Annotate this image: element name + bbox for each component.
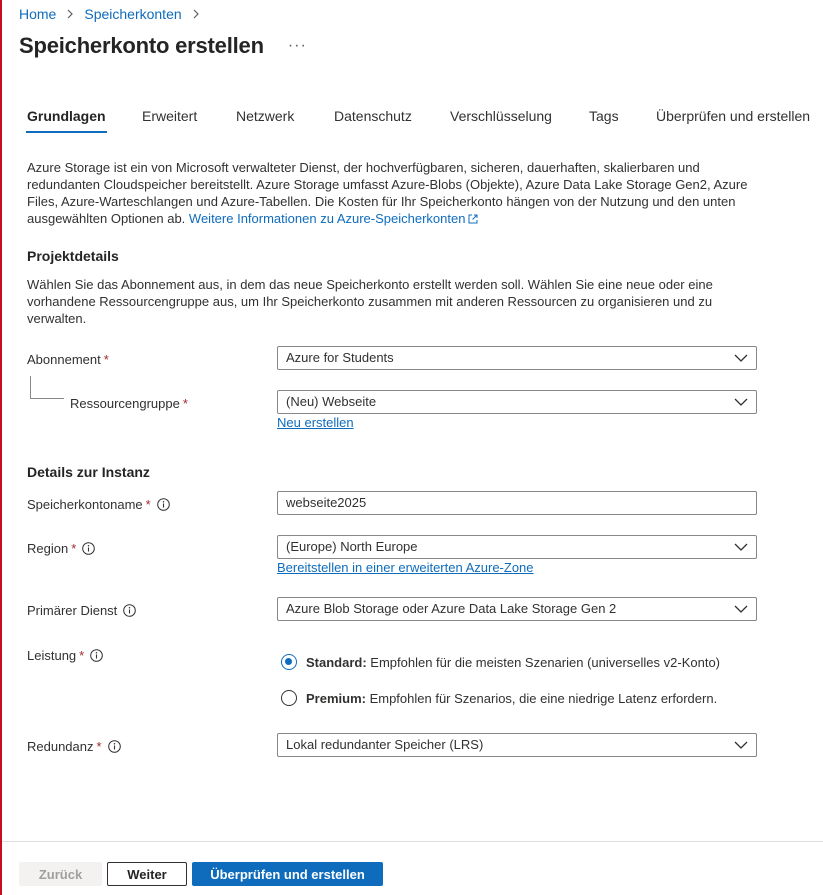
page-title: Speicherkonto erstellen [19,33,264,58]
performance-label [27,648,103,663]
required-asterisk: * [96,739,102,754]
window-left-border [0,0,2,895]
breadcrumb-storage-accounts[interactable]: Speicherkonten [84,6,182,22]
standard-title: Standard: [306,654,367,670]
label-text: Primärer Dienst [27,603,118,618]
redundancy-label [27,739,121,754]
label-text: Leistung [27,648,77,663]
chevron-down-icon [734,603,748,615]
required-asterisk: * [103,352,109,367]
chevron-down-icon [734,541,748,553]
chevron-right-icon [62,6,78,22]
subscription-value: Azure for Students [286,350,394,365]
storage-name-value: webseite2025 [286,495,367,510]
storage-name-label [27,497,170,512]
info-icon[interactable] [157,498,170,511]
region-label [27,541,95,556]
redundancy-value: Lokal redundanter Speicher (LRS) [286,737,484,752]
title-row [19,33,307,59]
tab-verschluesselung[interactable]: Verschlüsselung [450,108,552,124]
more-options-button[interactable]: ··· [287,37,307,54]
region-select[interactable] [277,535,757,559]
primary-service-value: Azure Blob Storage oder Azure Data Lake Storage Gen 2 [286,601,617,616]
label-text: Redundanz [27,739,94,754]
info-icon[interactable] [82,542,95,555]
tab-label: Grundlagen [27,108,106,124]
section-title-project: Projektdetails [27,248,119,264]
required-asterisk: * [79,648,85,663]
tab-netzwerk[interactable]: Netzwerk [236,108,295,124]
required-asterisk: * [145,497,151,512]
review-create-button[interactable]: Überprüfen und erstellen [192,862,383,886]
project-description: Wählen Sie das Abonnement aus, in dem das neue Speicherkonto erstellt werden soll. Wählen Sie eine neue oder eine vorhandene Ressourcengruppe aus, um Ihr Speicherkonto zusammen mit anderen Ressourcen zu organisieren und zu verwalten. [27,277,713,326]
info-icon[interactable] [123,604,136,617]
resource-group-select[interactable] [277,390,757,414]
required-asterisk: * [182,396,188,411]
storage-name-input[interactable] [277,491,757,515]
learn-more-label: Weitere Informationen zu Azure-Speicherkonten [188,211,466,226]
redundancy-select[interactable] [277,733,757,757]
next-button[interactable]: Weiter [107,862,187,886]
subscription-select[interactable] [277,346,757,370]
performance-premium-option[interactable] [281,690,717,706]
create-new-resource-group-link[interactable]: Neu erstellen [277,415,354,430]
label-text: Abonnement [27,352,101,367]
breadcrumb [19,6,210,22]
radio-premium[interactable] [281,690,297,706]
chevron-right-icon [188,6,204,22]
tab-ueberpruefen[interactable]: Überprüfen und erstellen [656,108,811,124]
chevron-down-icon [734,352,748,364]
chevron-down-icon [734,739,748,751]
tab-tags[interactable]: Tags [589,108,619,124]
required-asterisk: * [71,541,77,556]
external-link-icon [468,214,478,224]
premium-title: Premium: [306,690,366,706]
info-icon[interactable] [108,740,121,753]
primary-service-label [27,603,136,618]
label-text: Region [27,541,69,556]
label-text: Speicherkontoname [27,497,143,512]
tree-connector [30,376,31,398]
label-text: Ressourcengruppe [70,396,180,411]
resource-group-value: (Neu) Webseite [286,394,377,409]
intro-text [27,159,767,227]
subscription-label [27,352,109,367]
radio-standard[interactable] [281,654,297,670]
chevron-down-icon [734,396,748,408]
tab-erweitert[interactable]: Erweitert [142,108,198,124]
footer-divider [2,841,823,842]
info-icon[interactable] [90,649,103,662]
premium-description: Empfohlen für Szenarios, die eine niedrige Latenz erfordern. [365,690,718,706]
active-tab-indicator [26,131,107,133]
region-value: (Europe) North Europe [286,539,418,554]
tab-datenschutz[interactable]: Datenschutz [334,108,412,124]
resource-group-label [70,396,188,411]
edge-zone-link[interactable]: Bereitstellen in einer erweiterten Azure-Zone [277,560,534,575]
intro-description: Azure Storage ist ein von Microsoft verwalteter Dienst, der hochverfügbaren, sicheren, dauerhaften, skalierbaren und redundanten Cloudspeicher bereitstellt. Azure Storage umfasst Azure-Blobs (Objekte), Azure Data Lake Storage Gen2, Azure Files, Azure-Warteschlangen und Azure-Tabellen. Die Kosten für Ihr Speicherkonto hängen von der Nutzung und den unten ausgewählten Optionen ab. [27,160,748,226]
tab-grundlagen[interactable] [27,108,106,124]
performance-standard-option[interactable] [281,654,720,670]
tree-connector [30,398,64,399]
primary-service-select[interactable] [277,597,757,621]
breadcrumb-home[interactable]: Home [19,6,57,22]
section-title-instance: Details zur Instanz [27,464,150,480]
standard-description: Empfohlen für die meisten Szenarien (universelles v2-Konto) [366,654,721,670]
back-button[interactable]: Zurück [19,862,102,886]
learn-more-link[interactable] [189,211,479,226]
